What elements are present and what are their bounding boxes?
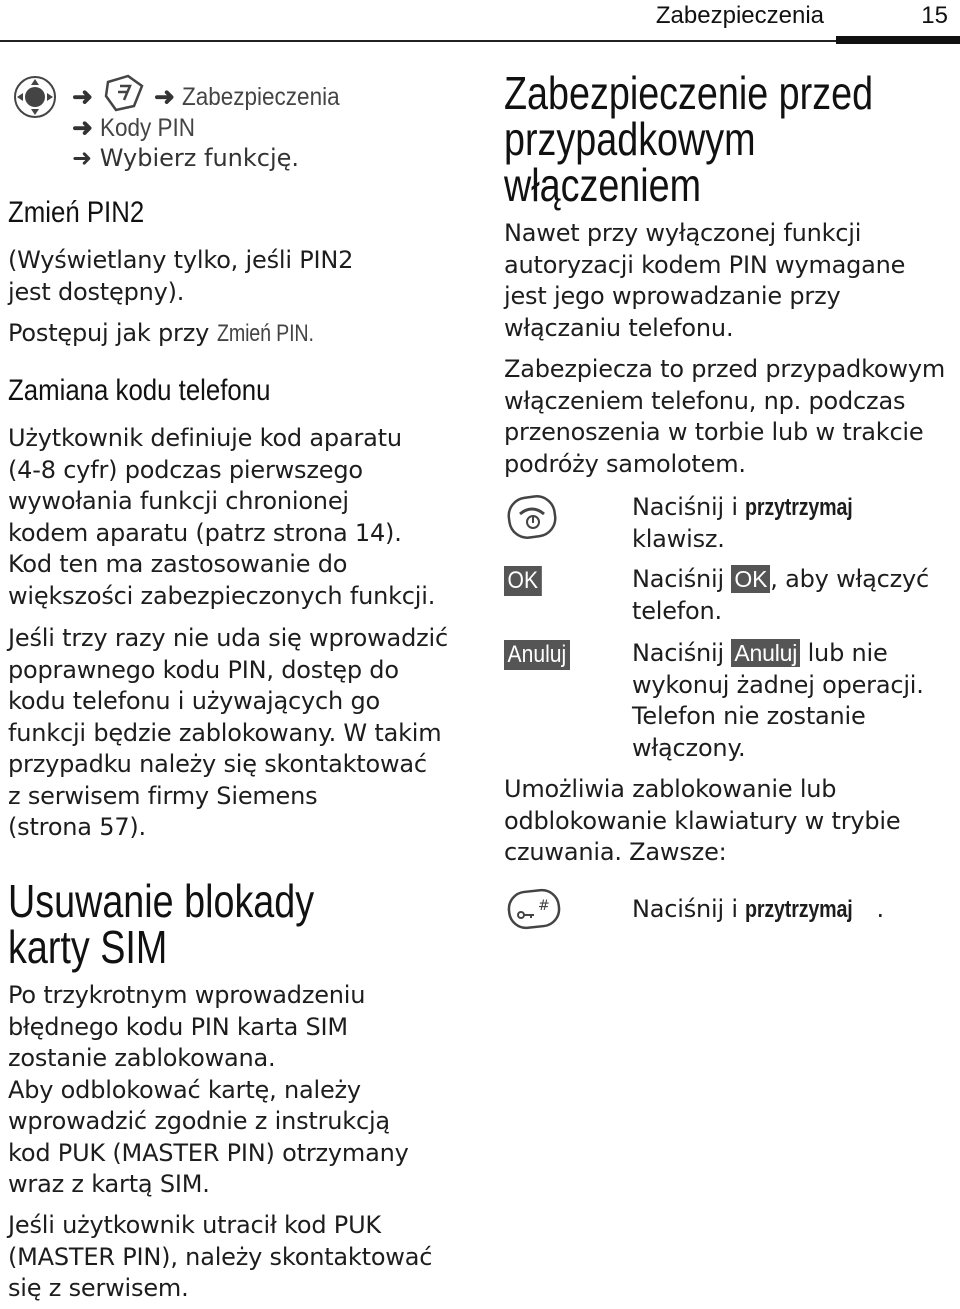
step-hold-hash-key: Naciśnij i przytrzymaj . <box>632 894 884 926</box>
header-rule <box>0 40 960 42</box>
softkey-anuluj-inline: Anuluj <box>731 639 800 667</box>
settings-menu-icon <box>102 72 150 114</box>
heading-zmien-pin2: Zmień PIN2 <box>8 196 145 229</box>
zmien-pin2-note: (Wyświetlany tylko, jeśli PIN2 jest dostępny). <box>8 246 354 306</box>
usuwanie-paragraph-1: Po trzykrotnym wprowadzeniu błędnego kodu PIN karta SIM zostanie zablokowana. Aby odblokować kartę, należy wprowadzić zgodnie z instrukcją kod PUK (MASTER PIN) otrzymany wraz z kartą SIM. <box>8 981 409 1198</box>
step-press-anuluj: Naciśnij Anuluj lub nie wykonuj żadnej operacji. Telefon nie zostanie włączony. <box>632 639 924 762</box>
nav-path-item-1 <box>154 82 357 112</box>
zamiana-paragraph-2: Jeśli trzy razy nie uda się wprowadzić poprawnego kodu PIN, dostęp do kodu telefonu i używających go funkcji będzie zablokowany. W takim przypadku należy się skontaktować z serwisem firmy Siemens (strona 57). <box>8 624 448 841</box>
menu-item-kody-pin: Kody PIN <box>99 114 195 142</box>
nav-path-item-2 <box>72 113 206 143</box>
power-key-icon <box>506 494 558 540</box>
softkey-ok-label: OK <box>504 566 547 596</box>
zamiana-paragraph-1: Użytkownik definiuje kod aparatu (4-8 cyfr) podczas pierwszego wywołania funkcji chronionej kodem aparatu (patrz strona 14). Kod ten ma zastosowanie do większości zabezpieczonych funkcji. <box>8 424 436 610</box>
arrow-right-icon: ➜ <box>154 83 175 111</box>
emphasis-przytrzymaj: przytrzymaj <box>745 896 853 923</box>
hash-lock-key-icon <box>506 888 562 930</box>
arrow-right-icon: ➜ <box>72 144 93 172</box>
step-press-ok: Naciśnij OK , aby włączyć telefon. <box>632 565 930 625</box>
emphasis-przytrzymaj: przytrzymaj <box>745 494 853 521</box>
softkey-anuluj-label: Anuluj <box>504 640 579 670</box>
zmien-pin2-instruction: Postępuj jak przy Zmień PIN. <box>8 318 335 350</box>
usuwanie-paragraph-2: Jeśli użytkownik utracił kod PUK (MASTER PIN), należy skontaktować się z serwisem. <box>8 1211 433 1302</box>
nav-instruction: Wybierz funkcję. <box>99 144 300 172</box>
svg-text:#: # <box>538 898 550 914</box>
nav-path-line-1 <box>72 82 93 112</box>
page-number: 15 <box>921 2 948 29</box>
step-hold-power-key: Naciśnij i przytrzymaj klawisz. <box>632 493 853 553</box>
heading-zamiana-kodu: Zamiana kodu telefonu <box>8 374 271 407</box>
navigation-key-icon <box>12 74 58 120</box>
header-tab-marker <box>836 36 960 44</box>
right-paragraph-3: Umożliwia zablokowanie lub odblokowanie klawiatury w trybie czuwania. Zawsze: <box>504 775 901 866</box>
nav-path-item-3 <box>72 144 299 172</box>
menu-ref-zmien-pin: Zmień PIN. <box>216 320 314 347</box>
right-paragraph-2: Zabezpiecza to przed przypadkowym włączeniem telefonu, np. podczas przenoszenia w torbie lub w trakcie podróży samolotem. <box>504 355 946 478</box>
heading-usuwanie-blokady: Usuwanie blokady karty SIM <box>8 875 315 973</box>
arrow-right-icon: ➜ <box>72 83 93 111</box>
heading-zabezpieczenie-przed: Zabezpieczenie przed przypadkowym włączeniem <box>504 67 874 211</box>
right-paragraph-1: Nawet przy wyłączonej funkcji autoryzacji kodem PIN wymagane jest jego wprowadzanie przy włączaniu telefonu. <box>504 219 906 342</box>
arrow-right-icon: ➜ <box>72 114 93 142</box>
softkey-ok-inline: OK <box>731 565 770 593</box>
running-header-section: Zabezpieczenia <box>655 2 824 29</box>
menu-item-zabezpieczenia: Zabezpieczenia <box>181 83 340 111</box>
